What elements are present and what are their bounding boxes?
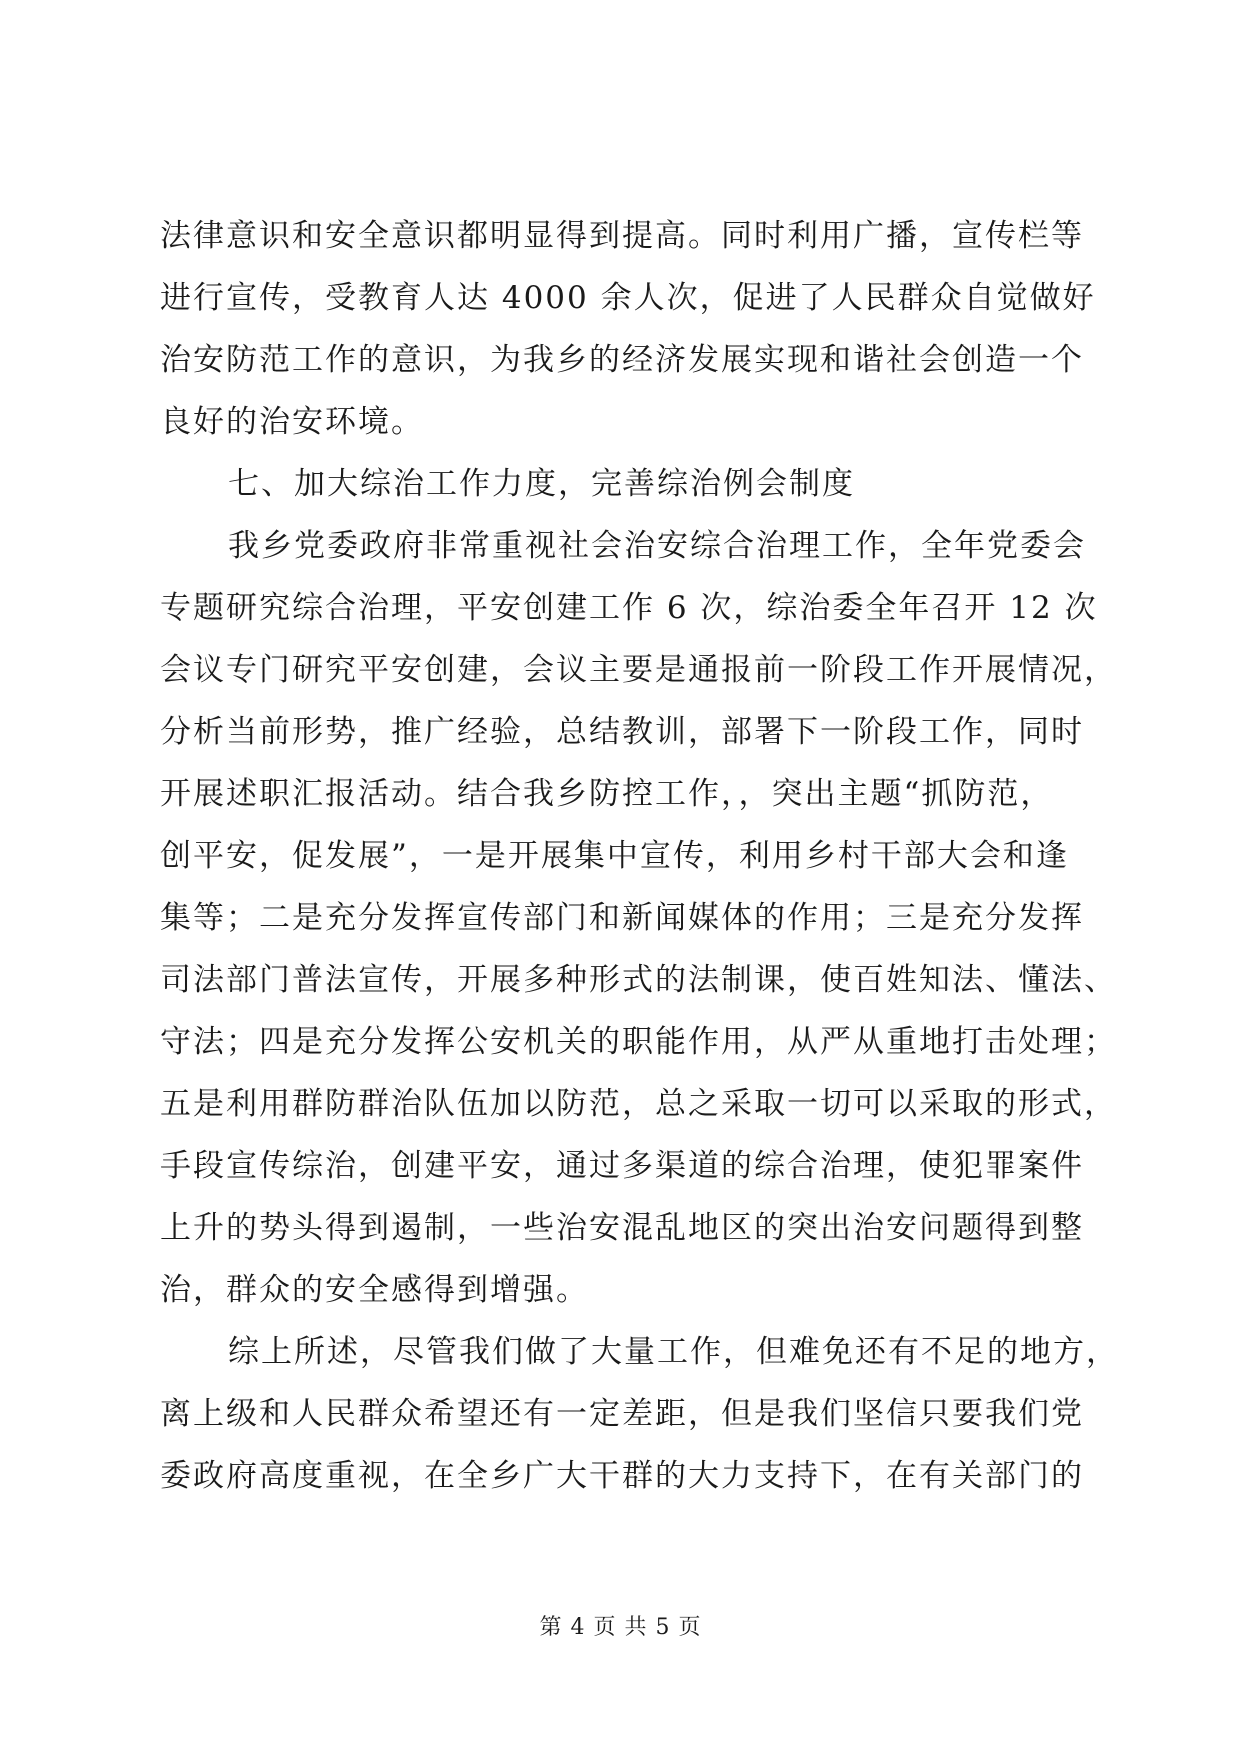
section-heading: 七、加大综治工作力度，完善综治例会制度: [228, 466, 855, 502]
text-line: 综上所述，尽管我们做了大量工作，但难免还有不足的地方，: [228, 1334, 1119, 1370]
page-number-label: 第 4 页 共 5 页: [539, 1615, 702, 1640]
text-line: 会议专门研究平安创建，会议主要是通报前一阶段工作开展情况，: [160, 652, 1117, 688]
text-line: 进行宣传，受教育人达 4000 余人次，促进了人民群众自觉做好: [160, 280, 1096, 316]
text-line: 法律意识和安全意识都明显得到提高。同时利用广播，宣传栏等: [160, 218, 1084, 254]
text-line: 守法；四是充分发挥公安机关的职能作用，从严从重地打击处理；: [160, 1024, 1117, 1060]
document-body: [160, 205, 1119, 1507]
text-line: 治安防范工作的意识，为我乡的经济发展实现和谐社会创造一个: [160, 342, 1084, 378]
text-line: 司法部门普法宣传，开展多种形式的法制课，使百姓知法、懂法、: [160, 962, 1117, 998]
text-line: 良好的治安环境。: [160, 404, 424, 440]
text-line: 五是利用群防群治队伍加以防范，总之采取一切可以采取的形式，: [160, 1086, 1117, 1122]
text-line: 上升的势头得到遏制，一些治安混乱地区的突出治安问题得到整: [160, 1210, 1084, 1246]
text-line: 开展述职汇报活动。结合我乡防控工作，，突出主题“抓防范，: [160, 776, 1054, 812]
text-line: 创平安，促发展”，一是开展集中宣传，利用乡村干部大会和逢: [160, 838, 1069, 874]
text-line: 我乡党委政府非常重视社会治安综合治理工作，全年党委会: [228, 528, 1086, 564]
text-line: 治，群众的安全感得到增强。: [160, 1272, 589, 1308]
page-footer: [0, 1610, 1241, 1641]
text-line: 手段宣传综治，创建平安，通过多渠道的综合治理，使犯罪案件: [160, 1148, 1084, 1184]
text-line: 分析当前形势，推广经验，总结教训，部署下一阶段工作，同时: [160, 714, 1084, 750]
text-line: 集等；二是充分发挥宣传部门和新闻媒体的作用；三是充分发挥: [160, 900, 1084, 936]
text-line: 委政府高度重视，在全乡广大干群的大力支持下，在有关部门的: [160, 1458, 1084, 1494]
text-line: 专题研究综合治理，平安创建工作 6 次，综治委全年召开 12 次: [160, 590, 1098, 626]
text-line: 离上级和人民群众希望还有一定差距，但是我们坚信只要我们党: [160, 1396, 1084, 1432]
